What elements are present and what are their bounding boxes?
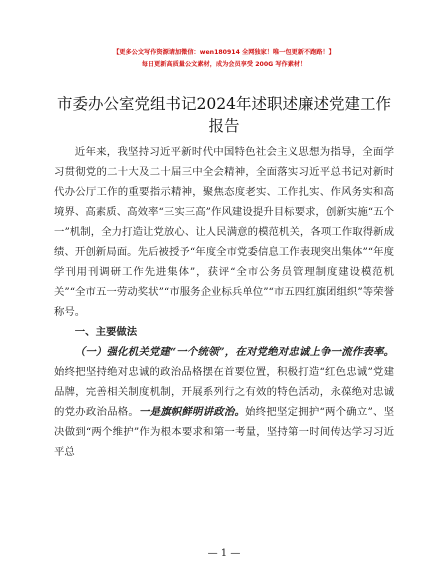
section-heading: 一、主要做法 (74, 326, 138, 338)
subsection-text-continued: 始终把坚定拥护“两个确立”、坚决做到“两个维护”作为根本要求和第一考量，坚持第一时间传达学习习近平总 (54, 406, 395, 458)
document-title: 市委办公室党组书记2024年述职述廉述党建工作报告 (57, 95, 391, 135)
promo-line-2: 每日更新高质量公文素材，成为会员享受 200G 写作素材！ (141, 61, 307, 68)
document-body (54, 142, 394, 462)
promo-banner (0, 47, 448, 71)
subsection-emphasis: 一是旗帜鲜明讲政治。 (138, 406, 246, 418)
promo-line-1: 【更多公文写作资源请加微信：wen180914 全网独家！唯一包更新不跑路！】 (113, 49, 335, 56)
subsection-paragraph (54, 342, 394, 462)
subsection-heading: （一）强化机关党建“一个统领”，在对党绝对忠诚上争一流作表率。 (74, 346, 394, 358)
page-number: — 1 — (207, 548, 241, 559)
intro-paragraph: 近年来，我坚持习近平新时代中国特色社会主义思想为指导，全面学习贯彻党的二十大及二十届三中全会精神，全面落实习近平总书记对新时代办公厅工作的重要指示精神，聚焦态度老实、工作扎实、作风务实和高境界、高素质、高效率“三实三高”作风建设提升目标要求，创新实施“五个一”机制，全力打造让党放心、让人民满意的模范机关，各项工作取得新成绩、开创新局面。先后被授予“年度全市党委信息工作表现突出集体”“年度学刊用刊调研工作先进集体”，获评“全市公务员管理制度建设模范机关”“全市五一劳动奖状”“市服务企业标兵单位”“市五四红旗团组织”等荣誉称号。 (54, 146, 394, 318)
subsection-text: 始终把坚持绝对忠诚的政治品格摆在首要位置，积极打造“红色忠诚”党建品牌，完善相关制度机制，开展系列行之有效的特色活动，永葆绝对忠诚的党办政治品格。 (54, 366, 394, 418)
